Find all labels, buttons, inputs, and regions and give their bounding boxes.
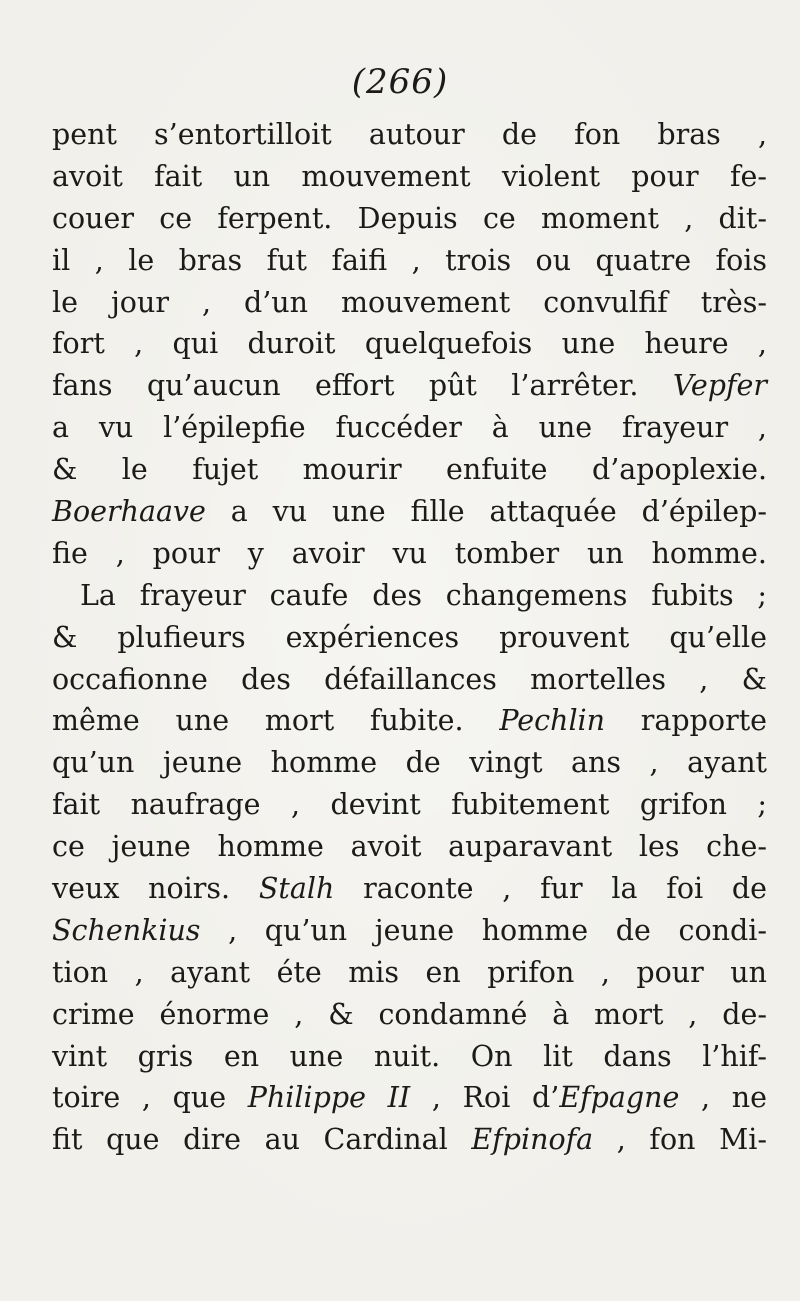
text-segment: crime énorme , & condamné à mort , de-	[52, 997, 767, 1031]
text-segment: fort , qui duroit quelquefois une heure ,	[52, 327, 767, 361]
text-segment: & plufieurs expériences prouvent qu’elle	[52, 620, 767, 654]
text-line	[52, 449, 767, 491]
text-segment: couer ce ferpent. Depuis ce moment , dit-	[52, 201, 767, 235]
text-line	[52, 617, 767, 659]
italic-name: Pechlin	[499, 704, 606, 738]
text-line	[52, 659, 767, 701]
text-line	[52, 491, 767, 533]
italic-name: Efpinofa	[471, 1123, 594, 1157]
text-segment: vint gris en une nuit. On lit dans l’hif-	[52, 1039, 767, 1073]
text-segment: fait naufrage , devint fubitement grifon ;	[52, 788, 767, 822]
text-segment: , ne	[679, 1081, 768, 1115]
text-segment: tion , ayant éte mis en prifon , pour un	[52, 955, 767, 989]
text-line	[52, 114, 767, 156]
text-segment: toire , que	[52, 1081, 248, 1115]
text-line	[52, 1036, 767, 1078]
text-segment: , Roi d’	[410, 1081, 560, 1115]
text-line	[52, 533, 767, 575]
text-segment: , qu’un jeune homme de condi-	[200, 913, 767, 947]
text-line	[52, 1119, 767, 1161]
text-line	[52, 994, 767, 1036]
text-line	[52, 952, 767, 994]
text-segment: veux noirs.	[52, 872, 259, 906]
text-line	[52, 407, 767, 449]
text-line	[52, 1077, 767, 1119]
text-segment: a vu une fille attaquée d’épilep-	[205, 495, 767, 529]
text-segment: , fon Mi-	[593, 1123, 767, 1157]
text-line	[52, 198, 767, 240]
text-line	[52, 575, 767, 617]
page-number: (266)	[351, 62, 449, 102]
italic-name: Boerhaave	[52, 495, 206, 529]
text-line	[52, 742, 767, 784]
text-line	[52, 910, 767, 952]
text-segment: & le fujet mourir enfuite d’apoplexie.	[52, 453, 767, 487]
text-segment: ce jeune homme avoit auparavant les che-	[52, 830, 767, 864]
text-line	[52, 826, 767, 868]
text-segment: occafionne des défaillances mortelles , &	[52, 662, 767, 696]
text-line	[52, 323, 767, 365]
text-line	[52, 240, 767, 282]
text-segment: même une mort fubite.	[52, 704, 500, 738]
text-line	[52, 156, 767, 198]
italic-name: Schenkius	[52, 913, 201, 947]
text-line	[52, 365, 767, 407]
text-segment: rapporte	[605, 704, 768, 738]
body-text	[52, 114, 767, 1161]
text-segment: raconte , fur la foi de	[334, 872, 768, 906]
text-line	[52, 868, 767, 910]
text-segment: fans qu’aucun effort pût l’arrêter.	[52, 369, 673, 403]
text-segment: a vu l’épilepfie fuccéder à une frayeur ,	[52, 411, 767, 445]
italic-name: Philippe II	[247, 1081, 411, 1115]
text-segment: avoit fait un mouvement violent pour fe-	[52, 159, 767, 193]
text-segment: qu’un jeune homme de vingt ans , ayant	[52, 746, 767, 780]
italic-name: Stalh	[258, 872, 335, 906]
text-segment: La frayeur caufe des changemens fubits ;	[80, 578, 767, 612]
text-line	[52, 784, 767, 826]
text-segment: fit que dire au Cardinal	[52, 1123, 472, 1157]
italic-name: Vepfer	[672, 369, 767, 403]
text-line	[52, 700, 767, 742]
text-segment: fie , pour y avoir vu tomber un homme.	[52, 536, 767, 570]
text-line	[52, 282, 767, 324]
text-segment: le jour , d’un mouvement convulfif très-	[52, 285, 767, 319]
text-segment: il , le bras fut faifi , trois ou quatre fois	[52, 243, 767, 277]
text-segment: pent s’entortilloit autour de fon bras ,	[52, 118, 767, 151]
italic-name: Efpagne	[559, 1081, 680, 1115]
